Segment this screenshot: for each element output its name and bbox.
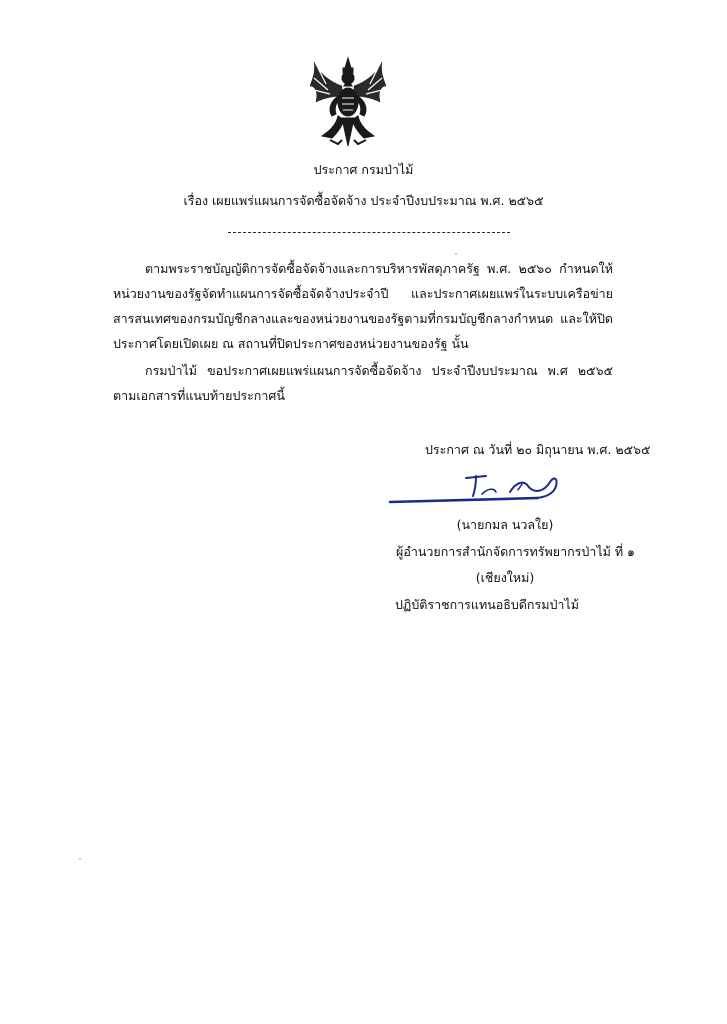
- dashed-separator: [228, 232, 510, 233]
- body-paragraph-1: [113, 256, 613, 356]
- signatory-name: (นายกมล นวลใย): [456, 517, 554, 532]
- subject-line: เรื่อง เผยแพร่แผนการจัดซื้อจัดจ้าง ประจำปีงบประมาณ พ.ศ. ๒๕๖๕: [183, 193, 544, 208]
- scan-speck: [455, 253, 457, 255]
- scan-speck: [79, 858, 81, 860]
- body-paragraph-2: [113, 358, 613, 408]
- announcement-date: ประกาศ ณ วันที่ ๒๐ มิถุนายน พ.ศ. ๒๕๖๕: [425, 442, 651, 457]
- signatory-position: ผู้อำนวยการสำนักจัดการทรัพยากรป่าไม้ ที่ ๑: [396, 544, 635, 559]
- garuda-emblem-icon: [308, 56, 388, 148]
- signatory-location: (เชียงใหม่): [475, 570, 535, 585]
- paragraph-1-text: ตามพระราชบัญญัติการจัดซื้อจัดจ้างและการบริหารพัสดุภาครัฐ พ.ศ. ๒๕๖๐ กำหนดให้หน่วยงานของรัฐจัดทำแผนการจัดซื้อจัดจ้างประจำปี และประกาศเผยแพร่ในระบบเครือข่ายสารสนเทศของกรมบัญชีกลางและของหน่วยงานของรัฐตามที่กรมบัญชีกลางกำหนด และให้ปิดประกาศโดยเปิดเผย ณ สถานที่ปิดประกาศของหน่วยงานของรัฐ นั้น: [113, 261, 613, 351]
- paragraph-2-text: กรมป่าไม้ ขอประกาศเผยแพร่แผนการจัดซื้อจัดจ้าง ประจำปีงบประมาณ พ.ศ ๒๕๖๕ ตามเอกสารที่แนบท้ายประกาศนี้: [113, 363, 613, 403]
- handwritten-signature: [388, 468, 568, 510]
- signatory-acting-role: ปฏิบัติราชการแทนอธิบดีกรมป่าไม้: [395, 597, 579, 612]
- announcement-title: ประกาศ กรมป่าไม้: [313, 162, 414, 177]
